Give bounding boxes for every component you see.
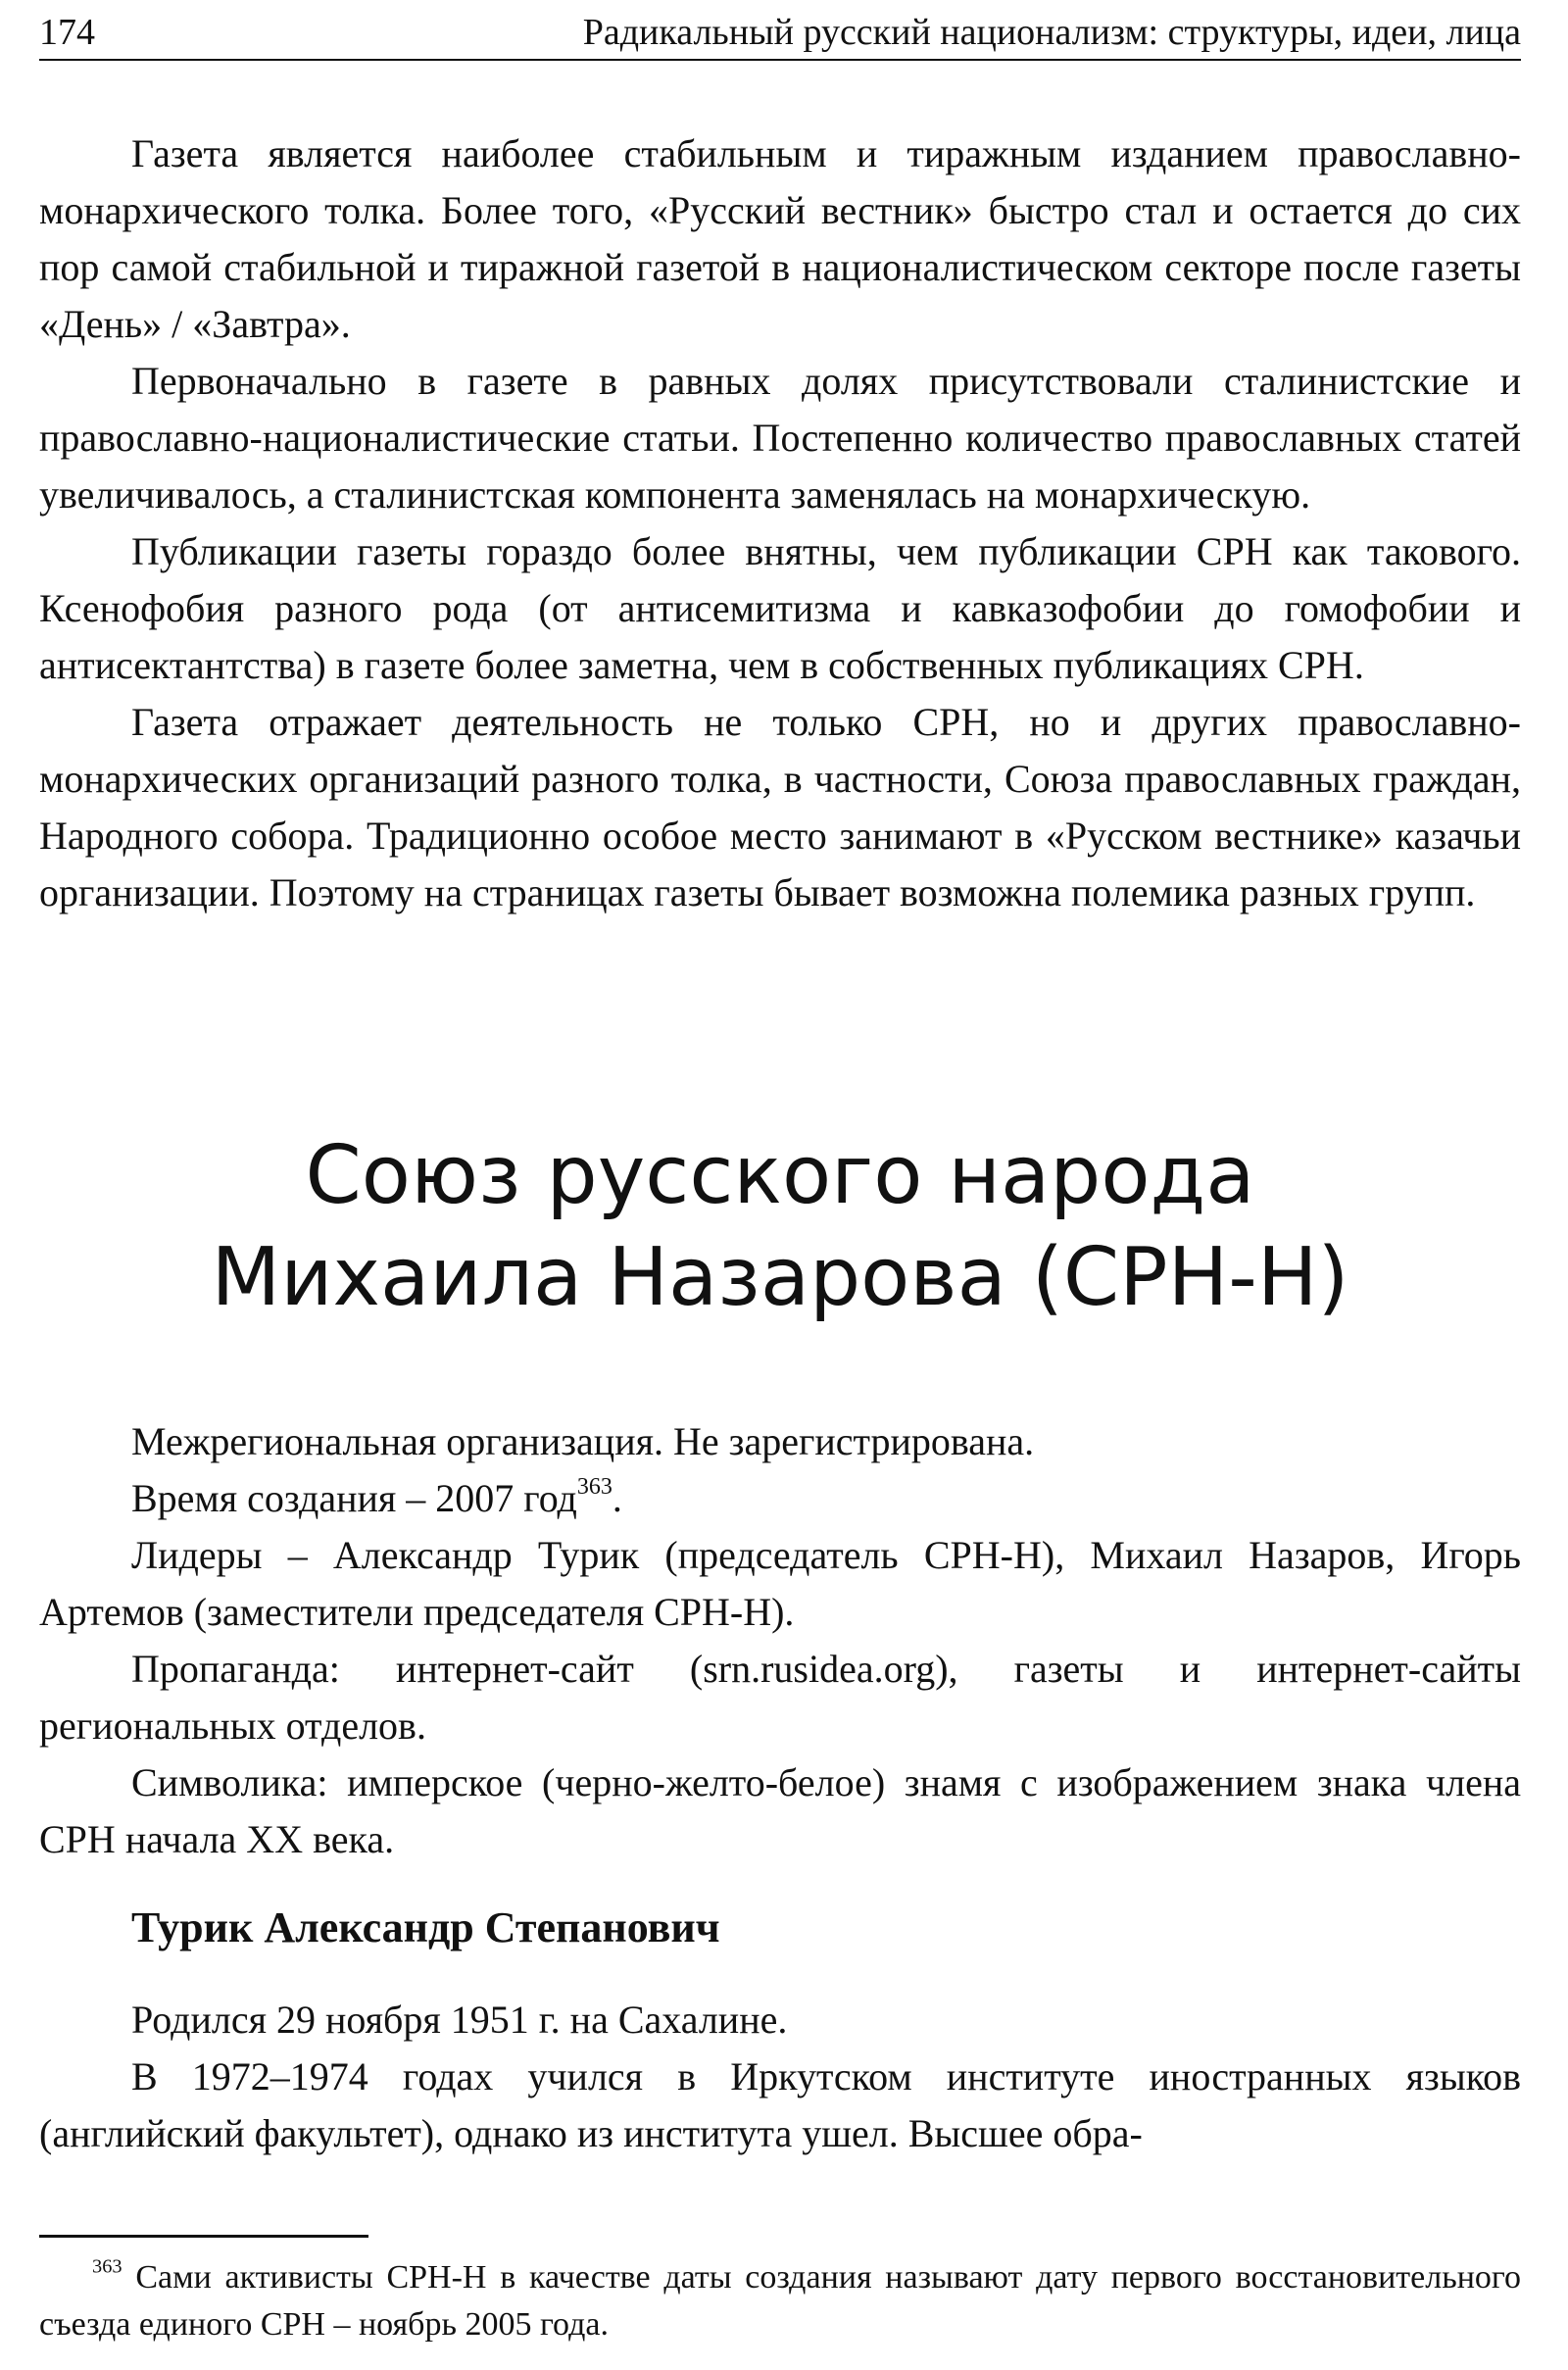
- paragraph: Газета отражает деятельность не только СРН, но и других православно-монархических организаций разного толка, в частности, Союза православных граждан, Народного собора. Традиционно особое место занимают в «Русском вестнике» казачьи организации. Поэтому на страницах газеты бывает возможна полемика разных групп.: [39, 700, 1521, 914]
- footnote-text: Сами активисты СРН-Н в качестве даты создания называют дату первого восстановительного съезда единого СРН – ноябрь 2005 года.: [39, 2259, 1522, 2343]
- section-title: [39, 1125, 1521, 1329]
- org-founded-text: Время создания – 2007 год: [131, 1476, 577, 1520]
- person-bio: [39, 1992, 1521, 2162]
- footnote-number: 363: [92, 2255, 122, 2278]
- intro-text: [39, 125, 1521, 921]
- paragraph: Родился 29 ноября 1951 г. на Сахалине.: [131, 1998, 788, 2042]
- footnote: [39, 2254, 1521, 2348]
- paragraph: Публикации газеты гораздо более внятны, чем публикации СРН как такового. Ксенофобия разного рода (от антисемитизма и кавказофобии до гомофобии и антисектантства) в газете более заметна, чем в собственных публикациях СРН.: [39, 529, 1521, 687]
- section-title-line-1: Союз русского народа: [305, 1129, 1255, 1222]
- section-title-line-2: Михаила Назарова (СРН-Н): [211, 1231, 1349, 1324]
- paragraph: Первоначально в газете в равных долях присутствовали сталинистские и православно-националистические статьи. Постепенно количество православных статей увеличивалось, а сталинистская компонента заменялась на монархическую.: [39, 359, 1521, 517]
- org-founded: [39, 1470, 1521, 1527]
- page-number: 174: [39, 12, 95, 53]
- paragraph: В 1972–1974 годах учился в Иркутском институте иностранных языков (английский факультет), однако из института ушел. Высшее обра-: [39, 2054, 1521, 2155]
- footnote-divider: [39, 2235, 368, 2238]
- organization-info: [39, 1413, 1521, 1868]
- book-title: Радикальный русский национализм: структуры, идеи, лица: [582, 12, 1521, 53]
- org-leaders: Лидеры – Александр Турик (председатель СРН-Н), Михаил Назаров, Игорь Артемов (заместители председателя СРН-Н).: [39, 1533, 1521, 1634]
- book-page: [39, 0, 1521, 2370]
- person-heading: Турик Александр Степанович: [131, 1903, 720, 1951]
- running-header: [39, 6, 1521, 61]
- paragraph: Газета является наиболее стабильным и тиражным изданием православно-монархического толка. Более того, «Русский вестник» быстро стал и остается до сих пор самой стабильной и тиражной газетой в националистическом секторе после газеты «День» / «Завтра».: [39, 131, 1521, 346]
- org-status: Межрегиональная организация. Не зарегистрирована.: [131, 1419, 1035, 1463]
- org-propaganda: Пропаганда: интернет-сайт (srn.rusidea.org), газеты и интернет-сайты региональных отделов.: [39, 1647, 1521, 1748]
- footnote-reference[interactable]: 363: [576, 1474, 612, 1500]
- org-founded-end: .: [612, 1476, 622, 1520]
- org-symbols: Символика: имперское (черно-желто-белое) знамя с изображением знака члена СРН начала XX века.: [39, 1760, 1521, 1861]
